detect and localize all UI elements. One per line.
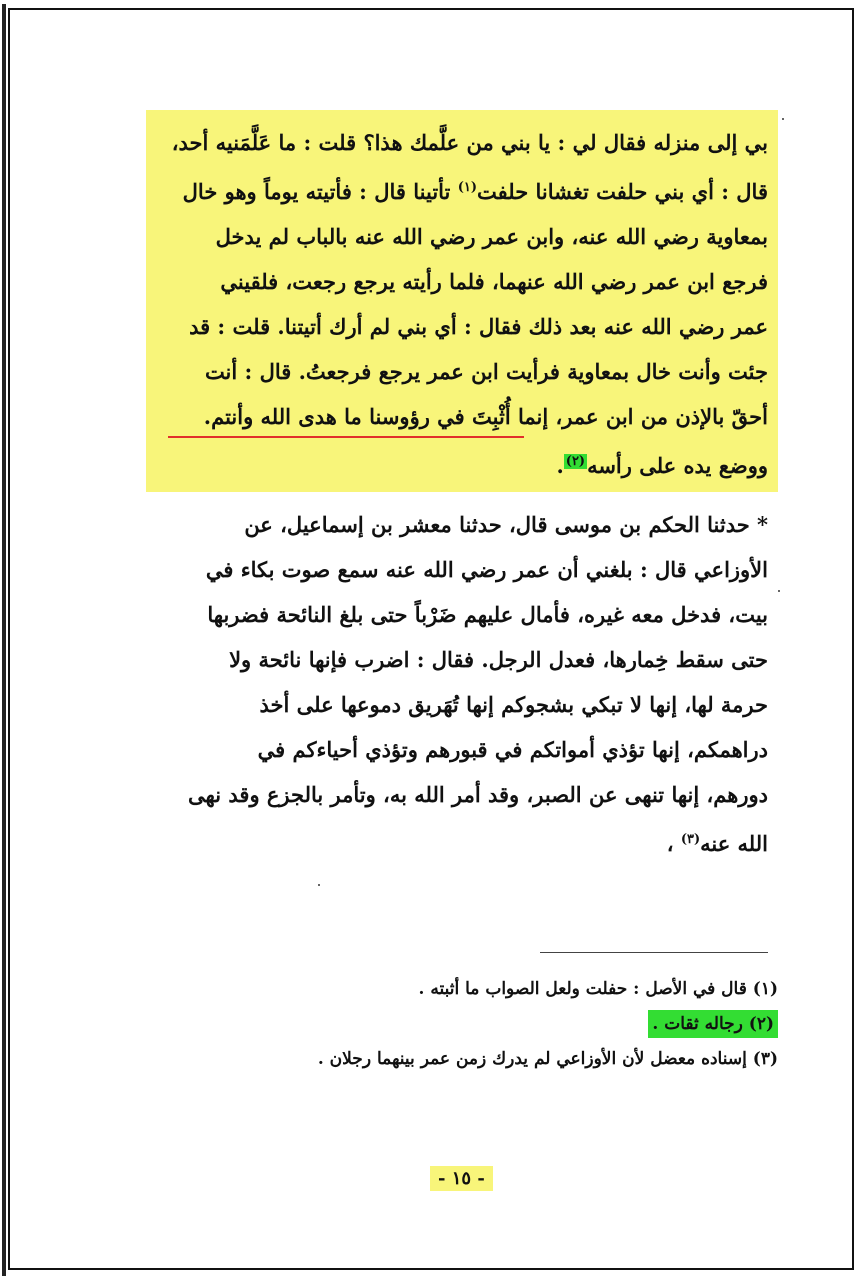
- red-underline: [168, 436, 524, 438]
- footnote-ref-3: (٣): [680, 832, 701, 847]
- text-line: جئت وأنت خال بمعاوية فرأيت ابن عمر يرجع فرجعتُ. قال : أنت: [204, 359, 768, 384]
- scan-speck: [782, 118, 784, 120]
- text-line: قال : أي بني حلفت تغشانا حلفت$^{(١)}$ تأتينا قال : فأتيته يوماً وهو خال: [182, 179, 768, 204]
- text-line: بيت، فدخل معه غيره، فأمال عليهم ضَرْباً حتى بلغ النائحة فضربها: [207, 602, 768, 627]
- text-line: فرجع ابن عمر رضي الله عنهما، فلما رأيته يرجع رجعت، فلقيني: [220, 269, 768, 294]
- footnotes: [170, 972, 778, 1077]
- text-line: أحقّ بالإذن من ابن عمر، إنما أُثْبِتَ في رؤوسنا ما هدى الله وأنتم.: [203, 404, 768, 429]
- footnote-2-wrap: [170, 1007, 778, 1042]
- text-line: الله عنه$^{(٣)}$ ،: [666, 831, 768, 856]
- footnote-divider: [540, 952, 768, 953]
- text-line: ووضع يده على رأسه$^{(٢)}$.: [556, 453, 768, 478]
- footnote-ref-2: (٢): [565, 454, 586, 469]
- text-line: * حدثنا الحكم بن موسى قال، حدثنا معشر بن إسماعيل، عن: [244, 512, 768, 537]
- text-line: عمر رضي الله عنه بعد ذلك فقال : أي بني لم أرك أتيتنا. قلت : قد: [189, 314, 768, 339]
- page-number: - ١٥ -: [430, 1166, 493, 1191]
- text-line: حرمة لها، إنها لا تبكي بشجوكم إنها تُهَريق دموعها على أخذ: [259, 692, 768, 717]
- footnote-ref-1: (١): [457, 180, 478, 195]
- text-line: دراهمكم، إنها تؤذي أمواتكم في قبورهم وتؤذي أحياءكم في: [257, 737, 768, 762]
- main-passage: [158, 502, 768, 866]
- scan-speck: [778, 590, 780, 592]
- text-line: بمعاوية رضي الله عنه، وابن عمر رضي الله عنه بالباب لم يدخل: [215, 224, 768, 249]
- footnote-1: (١) قال في الأصل : حفلت ولعل الصواب ما أثبته .: [418, 979, 778, 999]
- text-line: حتى سقط خِمارها، فعدل الرجل. فقال : اضرب فإنها نائحة ولا: [229, 647, 768, 672]
- footnote-2: (٢) رجاله ثقات .: [648, 1010, 778, 1038]
- text-line: الأوزاعي قال : بلغني أن عمر رضي الله عنه سمع صوت بكاء في: [205, 557, 768, 582]
- scan-edge: [2, 4, 6, 1276]
- text-line: دورهم، إنها تنهى عن الصبر، وقد أمر الله به، وتأمر بالجزع وقد نهى: [188, 782, 768, 807]
- highlighted-passage: [158, 120, 768, 488]
- footnote-3: (٣) إسناده معضل لأن الأوزاعي لم يدرك زمن عمر بينهما رجلان .: [317, 1049, 778, 1069]
- scan-speck: [318, 884, 320, 886]
- text-line: بي إلى منزله فقال لي : يا بني من علَّمك هذا؟ قلت : ما عَلَّمَنيه أحد،: [171, 130, 768, 155]
